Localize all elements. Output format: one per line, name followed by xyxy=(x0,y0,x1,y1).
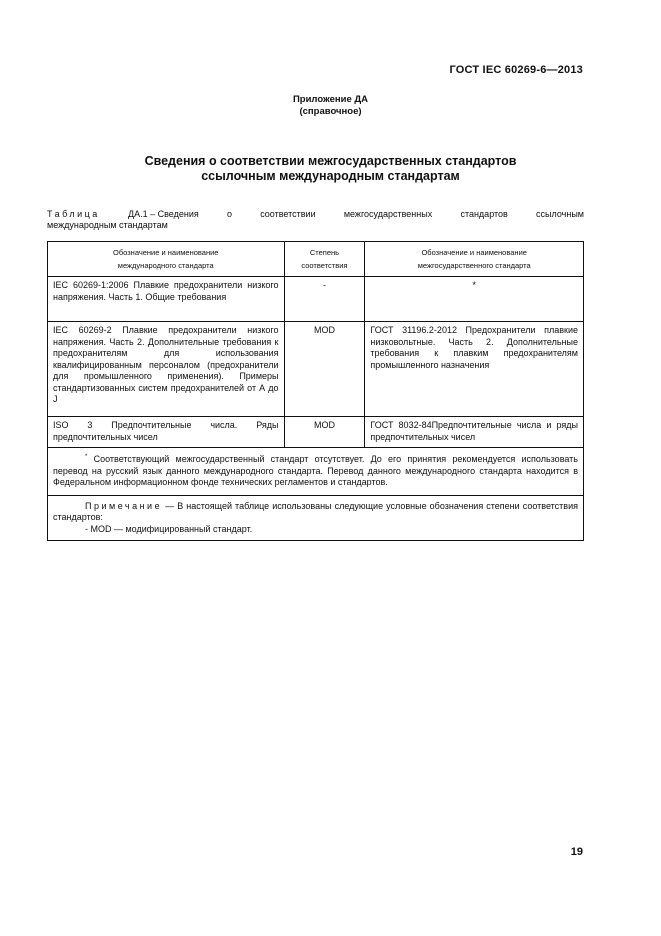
table-caption-line1 xyxy=(47,209,584,220)
annex-subtitle: (справочное) xyxy=(299,106,362,117)
header-text: Степень xyxy=(309,248,340,257)
table-caption-label: Таблица xyxy=(47,209,100,219)
table-footnote-row xyxy=(48,448,584,496)
header-intl-standard xyxy=(48,242,285,277)
cell-degree: MOD xyxy=(284,417,365,448)
note-item: - MOD — модифицированный стандарт. xyxy=(85,523,253,534)
table-caption-line2: международным стандартам xyxy=(47,220,168,230)
header-degree xyxy=(284,242,365,277)
footnote-paragraph xyxy=(53,452,578,489)
note-paragraph xyxy=(53,501,578,524)
footnote-text: Соответствующий межгосударственный стандарт отсутствует. До его принятия рекомендуется использовать перевод на русский язык данного международного стандарта. Перевод данного международного стандарта находится в Федеральном информационном фонде технических регламентов и стандартов. xyxy=(53,454,578,487)
table-note xyxy=(48,495,584,541)
header-text: межгосударственного стандарта xyxy=(417,261,531,270)
table-caption xyxy=(47,209,584,231)
table-caption-word: межгосударственных xyxy=(343,209,433,219)
section-title-line1: Сведения о соответствии межгосударственных стандартов xyxy=(144,154,517,168)
section-title-line2: ссылочным международным стандартам xyxy=(201,169,460,183)
section-title xyxy=(0,154,661,184)
cell-degree: MOD xyxy=(284,322,365,417)
note-label: Примечание xyxy=(85,500,163,511)
document-code: ГОСТ IEC 60269-6—2013 xyxy=(449,64,583,76)
cell-interstate: * xyxy=(365,277,584,322)
footnote-mark: * xyxy=(85,454,88,460)
table-header-row xyxy=(48,242,584,277)
header-interstate-standard xyxy=(365,242,584,277)
header-text: международного стандарта xyxy=(117,261,214,270)
header-text: Обозначение и наименование xyxy=(113,248,219,257)
table-caption-word: соответствии xyxy=(260,209,316,219)
table-row xyxy=(48,277,584,322)
table-caption-word: о xyxy=(226,209,232,219)
table-row xyxy=(48,322,584,417)
table-footnote xyxy=(48,448,584,496)
cell-degree: - xyxy=(284,277,365,322)
page-number: 19 xyxy=(570,846,583,858)
cell-intl: ISO 3 Предпочтительные числа. Ряды предпочтительных чисел xyxy=(48,417,285,448)
table-caption-word: ДА.1 – Сведения xyxy=(128,209,199,219)
annex-title: Приложение ДА xyxy=(292,94,369,105)
table-note-row xyxy=(48,495,584,541)
note-text: — В настоящей таблице использованы следующие условные обозначения степени соответствия стандартов: xyxy=(53,500,578,522)
table-row xyxy=(48,417,584,448)
header-text: Обозначение и наименование xyxy=(421,248,527,257)
annex-heading xyxy=(0,94,661,118)
cell-intl: IEC 60269-2 Плавкие предохранители низкого напряжения. Часть 2. Дополнительные требования к предохранителям для использования квалифицированным персоналом (предохранители для промышленного применения). Примеры стандартизованных систем предохранителей от А до J xyxy=(48,322,285,417)
header-text: соответствия xyxy=(301,261,348,270)
cell-intl: IEC 60269-1:2006 Плавкие предохранители низкого напряжения. Часть 1. Общие требования xyxy=(48,277,285,322)
table-caption-word: стандартов xyxy=(460,209,508,219)
table-caption-word: ссылочным xyxy=(536,209,584,219)
standards-table xyxy=(47,241,584,541)
cell-interstate: ГОСТ 8032-84Предпочтительные числа и ряды предпочтительных чисел xyxy=(365,417,584,448)
cell-interstate: ГОСТ 31196.2-2012 Предохранители плавкие низковольтные. Часть 2. Дополнительные требования к плавким предохранителям промышленного назначения xyxy=(365,322,584,417)
